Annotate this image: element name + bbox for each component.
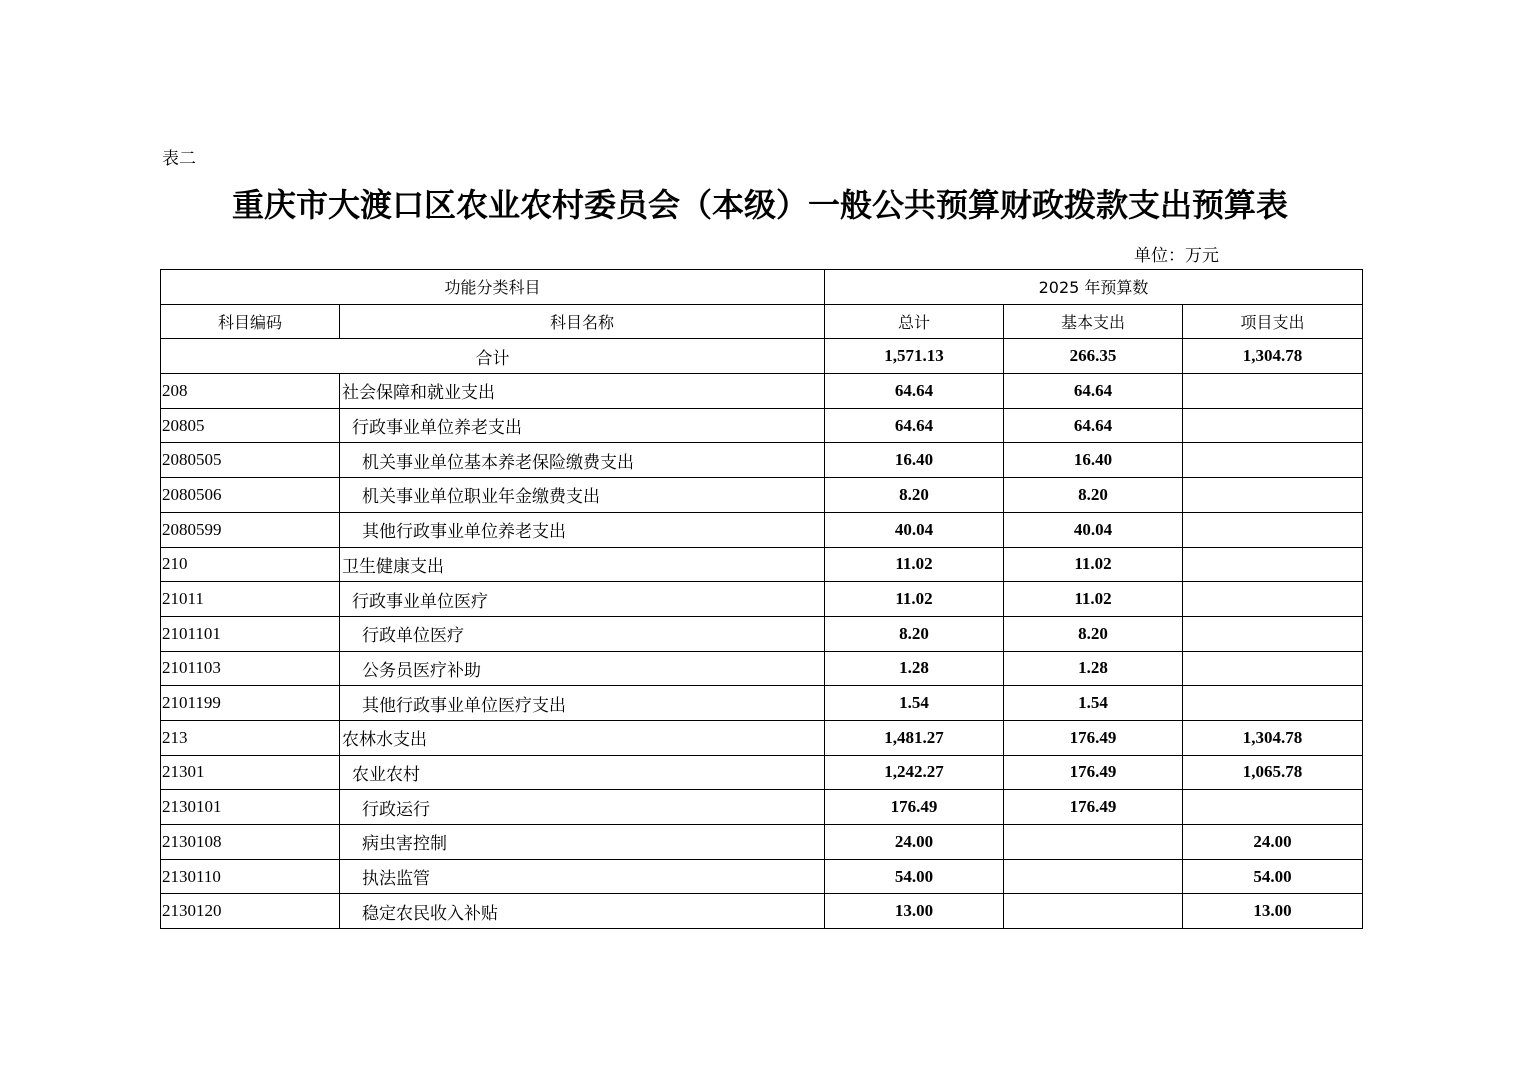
row-project: [1183, 651, 1363, 686]
row-code: 2101101: [161, 616, 340, 651]
row-project: [1183, 616, 1363, 651]
row-code: 20805: [161, 408, 340, 443]
row-total: 1.28: [825, 651, 1004, 686]
row-code: 2101199: [161, 686, 340, 721]
row-basic: 16.40: [1004, 443, 1183, 478]
row-project: 24.00: [1183, 825, 1363, 860]
row-name: 行政运行: [340, 790, 825, 825]
row-project: [1183, 686, 1363, 721]
row-name: 执法监管: [340, 859, 825, 894]
row-total: 176.49: [825, 790, 1004, 825]
row-total: 40.04: [825, 512, 1004, 547]
sum-project: 1,304.78: [1183, 339, 1363, 374]
budget-table: [160, 269, 1363, 929]
row-name: 行政事业单位养老支出: [340, 408, 825, 443]
row-code: 2130110: [161, 859, 340, 894]
row-basic: 8.20: [1004, 478, 1183, 513]
sum-label: 合计: [161, 339, 825, 374]
row-code: 2080506: [161, 478, 340, 513]
header-name: 科目名称: [340, 304, 825, 339]
row-name: 公务员医疗补助: [340, 651, 825, 686]
row-basic: 8.20: [1004, 616, 1183, 651]
row-name: 机关事业单位基本养老保险缴费支出: [340, 443, 825, 478]
row-project: 54.00: [1183, 859, 1363, 894]
row-basic: 64.64: [1004, 408, 1183, 443]
table-row: [161, 755, 1363, 790]
table-row: [161, 478, 1363, 513]
row-code: 210: [161, 547, 340, 582]
row-basic: 11.02: [1004, 547, 1183, 582]
row-name: 行政单位医疗: [340, 616, 825, 651]
table-label: 表二: [162, 149, 196, 169]
row-basic: 176.49: [1004, 755, 1183, 790]
row-name: 卫生健康支出: [340, 547, 825, 582]
row-code: 208: [161, 374, 340, 409]
row-project: 1,304.78: [1183, 720, 1363, 755]
header-row-group: [161, 270, 1363, 305]
row-name: 其他行政事业单位养老支出: [340, 512, 825, 547]
header-function-category: 功能分类科目: [161, 270, 825, 305]
row-basic: 11.02: [1004, 582, 1183, 617]
row-basic: 64.64: [1004, 374, 1183, 409]
row-name: 病虫害控制: [340, 825, 825, 860]
row-total: 64.64: [825, 408, 1004, 443]
row-total: 1,242.27: [825, 755, 1004, 790]
row-name: 机关事业单位职业年金缴费支出: [340, 478, 825, 513]
table-row: [161, 686, 1363, 721]
row-total: 54.00: [825, 859, 1004, 894]
table-row: [161, 894, 1363, 929]
row-total: 11.02: [825, 547, 1004, 582]
row-code: 213: [161, 720, 340, 755]
row-project: [1183, 443, 1363, 478]
row-basic: 1.28: [1004, 651, 1183, 686]
header-code: 科目编码: [161, 304, 340, 339]
page-title: 重庆市大渡口区农业农村委员会（本级）一般公共预算财政拨款支出预算表: [231, 186, 1288, 224]
row-total: 11.02: [825, 582, 1004, 617]
row-basic: 176.49: [1004, 720, 1183, 755]
table-row: [161, 616, 1363, 651]
row-project: 13.00: [1183, 894, 1363, 929]
sum-total: 1,571.13: [825, 339, 1004, 374]
row-name: 农林水支出: [340, 720, 825, 755]
row-code: 21011: [161, 582, 340, 617]
sum-basic: 266.35: [1004, 339, 1183, 374]
row-code: 2130108: [161, 825, 340, 860]
row-basic: [1004, 894, 1183, 929]
table-row: [161, 443, 1363, 478]
row-total: 64.64: [825, 374, 1004, 409]
row-total: 1,481.27: [825, 720, 1004, 755]
row-name: 其他行政事业单位医疗支出: [340, 686, 825, 721]
row-name: 稳定农民收入补贴: [340, 894, 825, 929]
row-project: [1183, 512, 1363, 547]
header-project: 项目支出: [1183, 304, 1363, 339]
row-basic: 176.49: [1004, 790, 1183, 825]
row-code: 2080505: [161, 443, 340, 478]
row-total: 16.40: [825, 443, 1004, 478]
row-total: 1.54: [825, 686, 1004, 721]
row-name: 社会保障和就业支出: [340, 374, 825, 409]
row-code: 2130101: [161, 790, 340, 825]
header-row-columns: [161, 304, 1363, 339]
row-total: 13.00: [825, 894, 1004, 929]
header-basic: 基本支出: [1004, 304, 1183, 339]
row-basic: 1.54: [1004, 686, 1183, 721]
row-total: 24.00: [825, 825, 1004, 860]
row-project: 1,065.78: [1183, 755, 1363, 790]
row-name: 行政事业单位医疗: [340, 582, 825, 617]
row-code: 2101103: [161, 651, 340, 686]
row-project: [1183, 374, 1363, 409]
row-project: [1183, 582, 1363, 617]
table-row: [161, 790, 1363, 825]
table-row: [161, 547, 1363, 582]
header-budget-year: 2025 年预算数: [825, 270, 1363, 305]
row-total: 8.20: [825, 478, 1004, 513]
table-row: [161, 374, 1363, 409]
row-total: 8.20: [825, 616, 1004, 651]
table-row: [161, 720, 1363, 755]
sum-row: [161, 339, 1363, 374]
table-row: [161, 651, 1363, 686]
row-project: [1183, 408, 1363, 443]
row-basic: [1004, 825, 1183, 860]
table-row: [161, 408, 1363, 443]
row-code: 2080599: [161, 512, 340, 547]
table-row: [161, 859, 1363, 894]
row-code: 2130120: [161, 894, 340, 929]
row-project: [1183, 547, 1363, 582]
header-total: 总计: [825, 304, 1004, 339]
row-project: [1183, 478, 1363, 513]
unit-label: 单位：万元: [1134, 246, 1219, 266]
row-code: 21301: [161, 755, 340, 790]
row-basic: [1004, 859, 1183, 894]
row-basic: 40.04: [1004, 512, 1183, 547]
row-name: 农业农村: [340, 755, 825, 790]
table-row: [161, 825, 1363, 860]
row-project: [1183, 790, 1363, 825]
table-row: [161, 512, 1363, 547]
table-row: [161, 582, 1363, 617]
